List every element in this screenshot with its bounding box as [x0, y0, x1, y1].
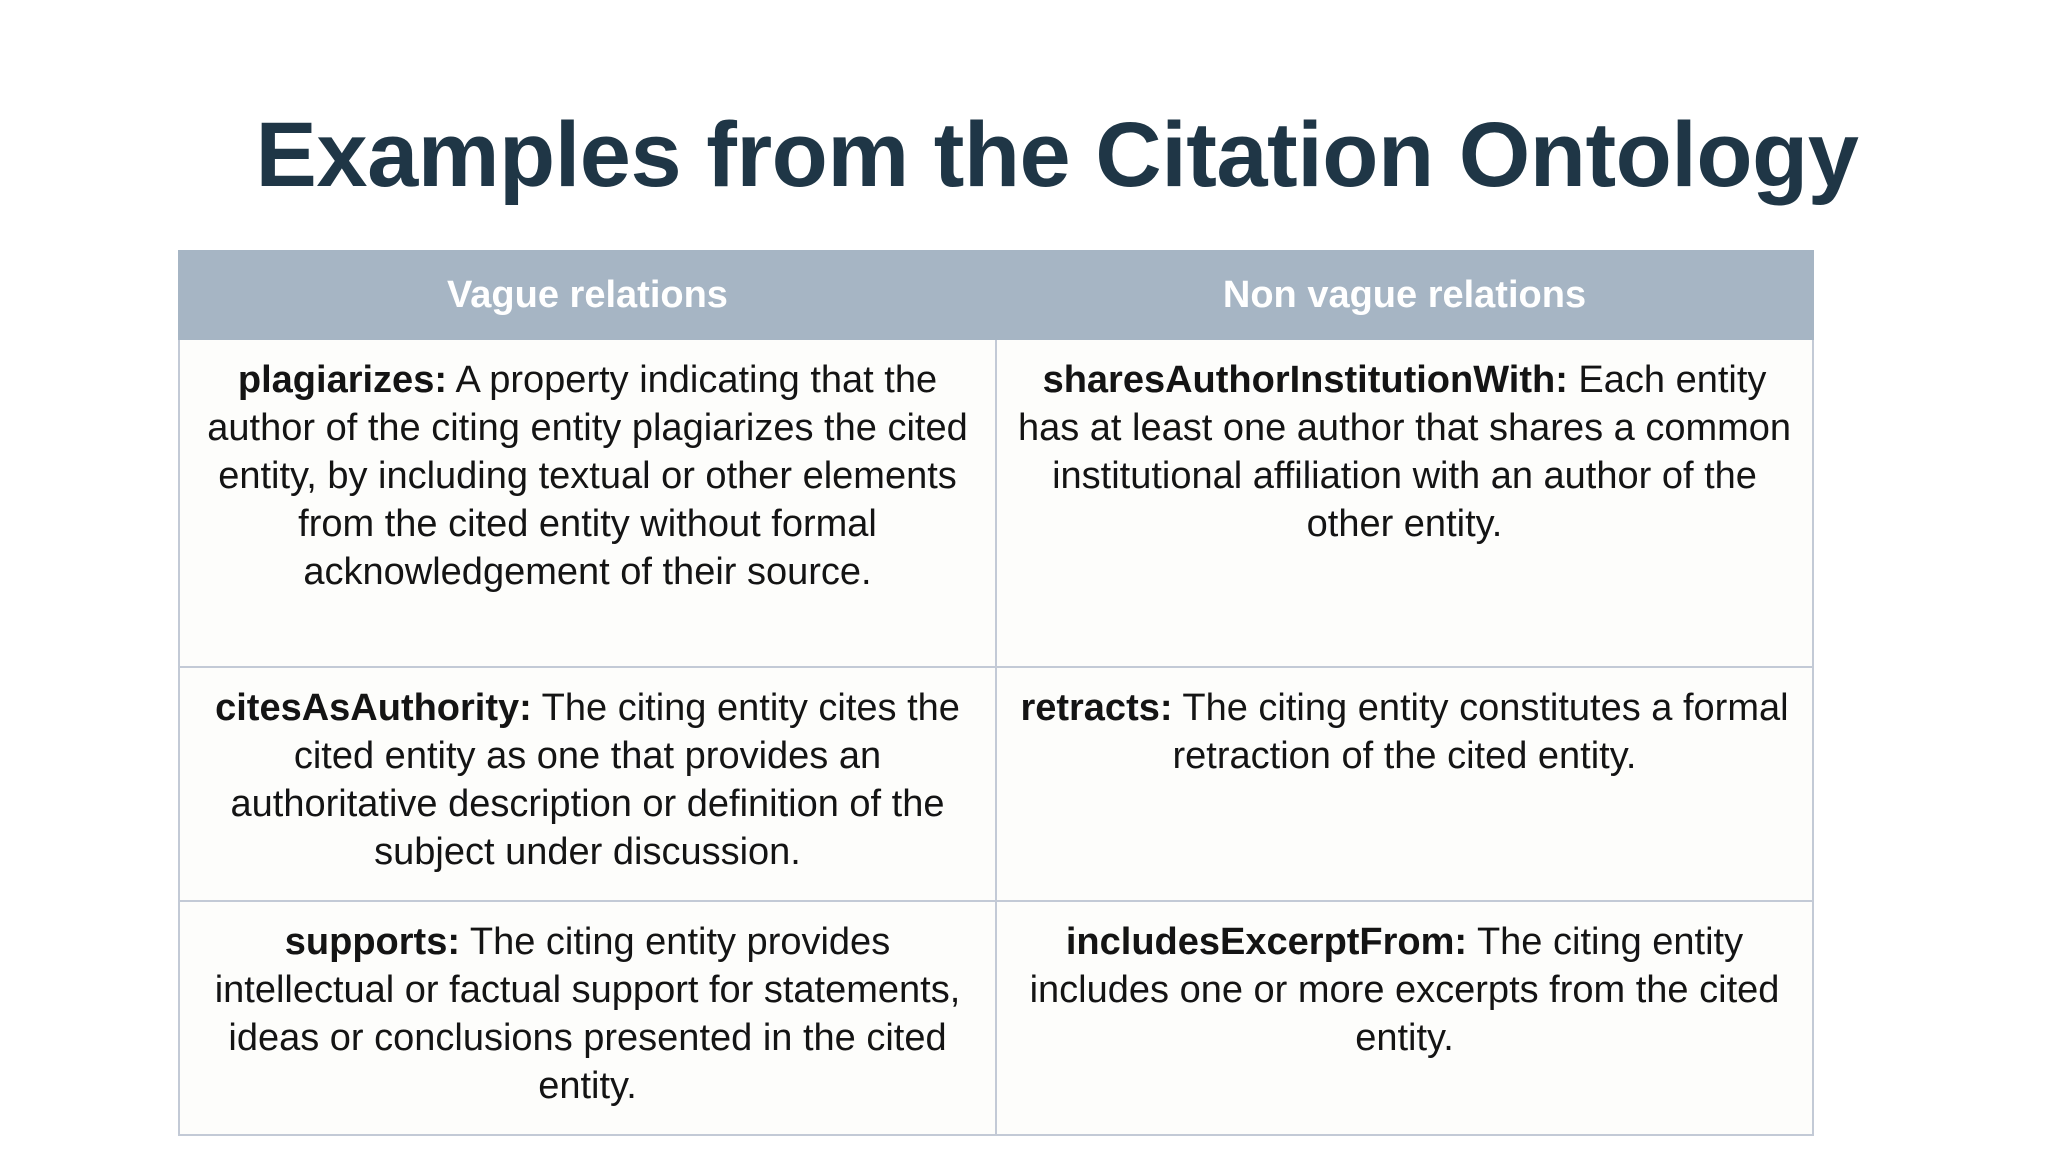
table-cell [996, 339, 1813, 667]
header-non-vague-relations: Non vague relations [996, 251, 1813, 339]
table-row [179, 667, 1813, 901]
relation-description: The citing entity constitutes a formal retraction of the cited entity. [1172, 687, 1789, 777]
table-cell [179, 901, 996, 1135]
relations-table [178, 250, 1814, 1136]
relation-term: citesAsAuthority: [215, 687, 532, 729]
table-row [179, 339, 1813, 667]
table-header-row [179, 251, 1813, 339]
relation-term: includesExcerptFrom: [1065, 921, 1468, 963]
relation-term: plagiarizes: [237, 359, 447, 401]
table-cell [996, 667, 1813, 901]
relation-term: retracts: [1020, 687, 1173, 729]
relation-description: The citing entity provides intellectual or factual support for statements, ideas or conclusions presented in the cited entity. [214, 921, 961, 1107]
relation-description: The citing entity includes one or more excerpts from the cited entity. [1029, 921, 1780, 1059]
table-row [179, 901, 1813, 1135]
header-vague-relations: Vague relations [179, 251, 996, 339]
relation-description: The citing entity cites the cited entity as one that provides an authoritative description or definition of the subject under discussion. [230, 687, 960, 873]
slide-title: Examples from the Citation Ontology [255, 104, 1859, 206]
relation-term: supports: [284, 921, 460, 963]
table-cell [179, 667, 996, 901]
table-cell [179, 339, 996, 667]
relation-term: sharesAuthorInstitutionWith: [1042, 359, 1568, 401]
table-cell [996, 901, 1813, 1135]
relation-description: Each entity has at least one author that shares a common institutional affiliation with an author of the other entity. [1017, 359, 1792, 545]
relation-description: A property indicating that the author of the citing entity plagiarizes the cited entity, by including textual or other elements from the cited entity without formal acknowledgement of their source. [207, 359, 968, 593]
